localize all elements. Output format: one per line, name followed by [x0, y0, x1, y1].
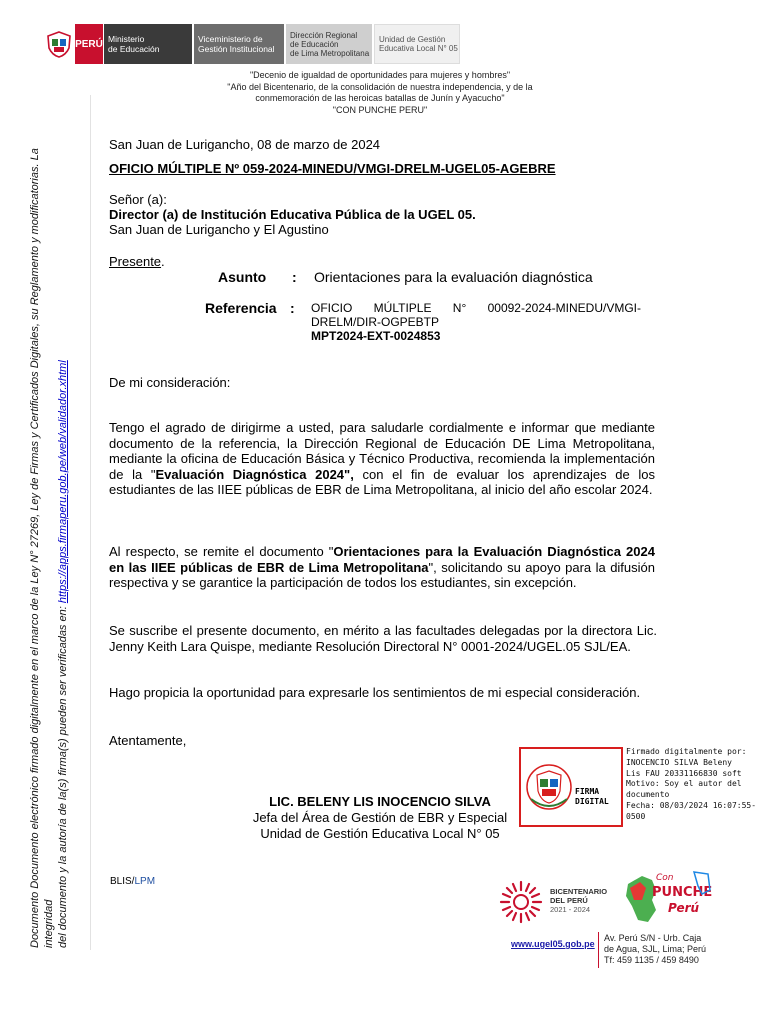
svg-text:Con: Con [656, 873, 674, 883]
website-link[interactable]: www.ugel05.gob.pe [511, 939, 595, 949]
asunto-colon: : [292, 269, 297, 285]
bicentenario-label: BICENTENARIO DEL PERÚ 2021 - 2024 [550, 887, 608, 914]
peru-seal-icon [525, 753, 573, 823]
con-punche-peru-logo [622, 866, 714, 928]
presente: Presente. [109, 254, 165, 269]
paragraph-1: Tengo el agrado de dirigirme a usted, para saludarle cordialmente e informar que mediante documento de la referencia, la Dirección Regional de Educación DE Lima Metropolitana, mediante la oficina de Educación Básica y Técnico Productiva, recomienda la implementación de la "Evaluación Diagnóstica 2024", con el fin de evaluar los aprendizajes de los estudiantes de las IIEE públicas de EBR de Lima Metropolitana, al inicio del año escolar 2024. [109, 420, 655, 497]
addressee-block: Señor (a): Director (a) de Institución Educativa Pública de la UGEL 05. San Juan de Lurigancho y El Agustino [109, 192, 476, 237]
ugel-label: Unidad de Gestión Educativa Local N° 05 [374, 24, 460, 64]
year-names: "Decenio de igualdad de oportunidades para mujeres y hombres" "Año del Bicentenario, de la consolidación de nuestra independencia, y de la conmemoración de las heroicas batallas de Junín y Ayacucho" "CON PUNCHE PERU" [227, 70, 533, 115]
referencia-value: OFICIO MÚLTIPLE N° 00092-2024-MINEDU/VMGI- DRELM/DIR-OGPEBTP MPT2024-EXT-0024853 [311, 301, 641, 343]
letter-date: San Juan de Lurigancho, 08 de marzo de 2024 [109, 137, 381, 152]
signature-details: Firmado digitalmente por: INOCENCIO SILVA Beleny Lis FAU 20331166830 soft Motivo: Soy el autor del documento Fecha: 08/03/2024 16:07:55-0500 [626, 747, 757, 821]
oficio-number: OFICIO MÚLTIPLE Nº 059-2024-MINEDU/VMGI-DRELM-UGEL05-AGEBRE [109, 161, 556, 176]
paragraph-2: Al respecto, se remite el documento "Orientaciones para la Evaluación Diagnóstica 2024 en las IIEE públicas de EBR de Lima Metropolitana", solicitando su apoyo para la difusión respectiva y se garantice la participación de todos los estudiantes, sin excepción. [109, 544, 655, 590]
asunto-value: Orientaciones para la evaluación diagnóstica [314, 269, 593, 285]
footer-address: Av. Perú S/N - Urb. Caja de Agua, SJL, Lima; Perú Tf: 459 1135 / 459 8490 [604, 933, 707, 965]
closing: Atentamente, [109, 733, 187, 748]
svg-text:Perú: Perú [668, 901, 700, 915]
bicentenario-sun-icon [497, 878, 545, 926]
margin-divider [90, 95, 91, 950]
validator-link[interactable]: https://apps.firmaperu.gob.pe/web/validador.xhtml [57, 360, 69, 604]
svg-text:PUNCHE: PUNCHE [652, 885, 713, 900]
ministerio-label: Ministerio de Educación [104, 24, 192, 64]
greeting: De mi consideración: [109, 375, 231, 390]
paragraph-4: Hago propicia la oportunidad para expresarle los sentimientos de mi especial consideración. [109, 685, 641, 700]
initials: BLIS/LPM [110, 876, 156, 887]
asunto-label: Asunto [218, 269, 267, 285]
peru-brand: PERÚ [75, 24, 103, 64]
viceministerio-label: Viceministerio de Gestión Institucional [194, 24, 284, 64]
paragraph-3: Se suscribe el presente documento, en mérito a las facultades delegadas por la directora Lic. Jenny Keith Lara Quispe, mediante Resolución Directoral N° 0001-2024/UGEL.05 SJL/EA. [109, 623, 657, 654]
referencia-label: Referencia [205, 300, 277, 316]
footer-divider [598, 932, 599, 968]
signature-block: LIC. BELENY LIS INOCENCIO SILVA Jefa del Área de Gestión de EBR y Especial Unidad de Gestión Educativa Local N° 05 [252, 794, 508, 841]
direccion-regional-label: Dirección Regional de Educación de Lima Metropolitana [286, 24, 372, 64]
referencia-colon: : [290, 300, 295, 316]
peru-coat-of-arms-icon [46, 30, 72, 58]
digital-signature-note: Documento Documento electrónico firmado digitalmente en el marco de la Ley N° 27269, Ley de Firmas y Certificados Digitales, su Reglamento y modificatorias. La integridad del documento y la autoría de la(s) firma(s) pueden ser verificadas en: https://apps.firmaperu.gob.pe/web/validador.xhtml [29, 148, 69, 948]
digital-signature-stamp: FIRMA DIGITAL [519, 747, 623, 827]
